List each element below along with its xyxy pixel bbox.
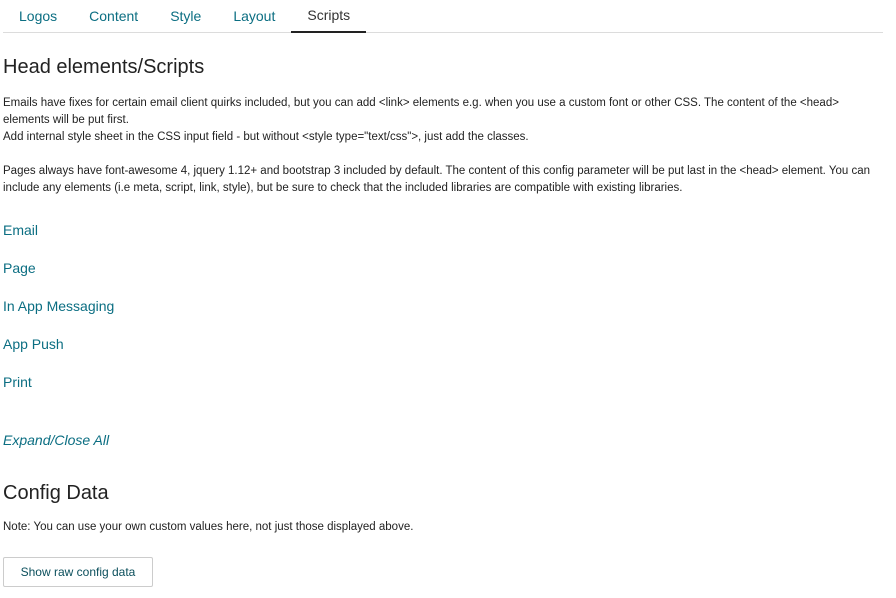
head-description-line-3: Add internal style sheet in the CSS input field - but without <style type="text/css">, just add the classes. <box>3 131 529 143</box>
section-page[interactable]: Page <box>3 260 36 276</box>
section-print[interactable]: Print <box>3 374 32 390</box>
config-note: Note: You can use your own custom values here, not just those displayed above. <box>3 521 414 533</box>
pages-description: Pages always have font-awesome 4, jquery 1.12+ and bootstrap 3 included by default. The content of this config parameter will be put last in the <head> element. You can include any elements (i.e meta, script, link, style), but be sure to check that the included libraries are compatible with existing libraries. <box>3 165 870 194</box>
head-elements-title: Head elements/Scripts <box>3 56 205 78</box>
tab-scripts[interactable]: Scripts <box>291 0 366 33</box>
head-description-line-2: elements will be put first. <box>3 114 129 126</box>
tab-layout[interactable]: Layout <box>233 7 276 24</box>
tab-logos[interactable]: Logos <box>19 7 58 24</box>
show-raw-config-button[interactable]: Show raw config data <box>3 557 153 587</box>
head-description-line-1: Emails have fixes for certain email client quirks included, but you can add <link> elements e.g. when you use a custom font or other CSS. The content of the <head> <box>3 97 839 109</box>
config-data-title: Config Data <box>3 482 109 504</box>
expand-close-all-link[interactable]: Expand/Close All <box>3 432 110 448</box>
tab-content[interactable]: Content <box>89 7 139 24</box>
section-email[interactable]: Email <box>3 222 39 238</box>
tab-bar <box>3 0 883 33</box>
section-app-push[interactable]: App Push <box>3 336 64 352</box>
section-in-app-messaging[interactable]: In App Messaging <box>3 298 115 314</box>
tab-style[interactable]: Style <box>170 7 202 24</box>
